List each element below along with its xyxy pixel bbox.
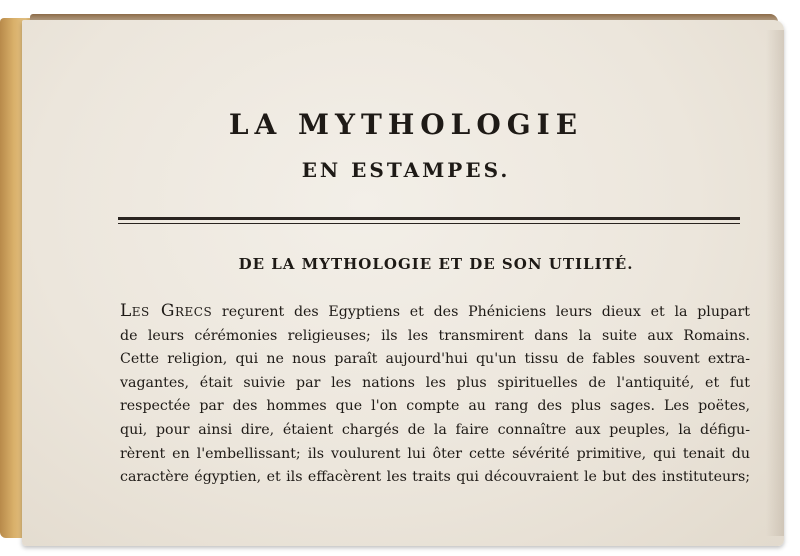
page-subtitle: EN ESTAMPES. <box>301 158 511 182</box>
section-heading: DE LA MYTHOLOGIE ET DE SON UTILITÉ. <box>238 255 634 273</box>
text-line: vagantes, était suivie par les nations les plus spirituelles de l'antiquité, et fut <box>120 374 750 391</box>
page-title: LA MYTHOLOGIE <box>228 108 584 141</box>
page-edge-shadow <box>766 30 784 536</box>
text-line: Cette religion, qui ne nous paraît aujourd'hui qu'un tissu de fables souvent extra- <box>120 351 750 368</box>
body-paragraph <box>120 300 750 490</box>
text-line: de leurs cérémonies religieuses; ils les transmirent dans la suite aux Romains. <box>120 327 750 344</box>
text-line: rèrent en l'embellissant; ils voulurent lui ôter cette sévérité primitive, qui tenait du <box>120 445 750 462</box>
title-rule-thin <box>118 223 740 224</box>
text-line: respectée par des hommes que l'on compte au rang des plus sages. Les poëtes, <box>120 398 750 415</box>
text-line-content: reçurent des Egyptiens et des Phéniciens leurs dieux et la plupart <box>212 304 750 320</box>
text-line <box>120 300 750 325</box>
title-rule-thick <box>118 217 740 220</box>
text-line: qui, pour ainsi dire, étaient chargés de la faire connaître aux peuples, la défigu- <box>120 421 750 438</box>
lead-words: Les Grecs <box>120 301 213 321</box>
text-line: caractère égyptien, et ils effacèrent les traits qui découvraient le but des instituteurs; <box>120 469 750 486</box>
